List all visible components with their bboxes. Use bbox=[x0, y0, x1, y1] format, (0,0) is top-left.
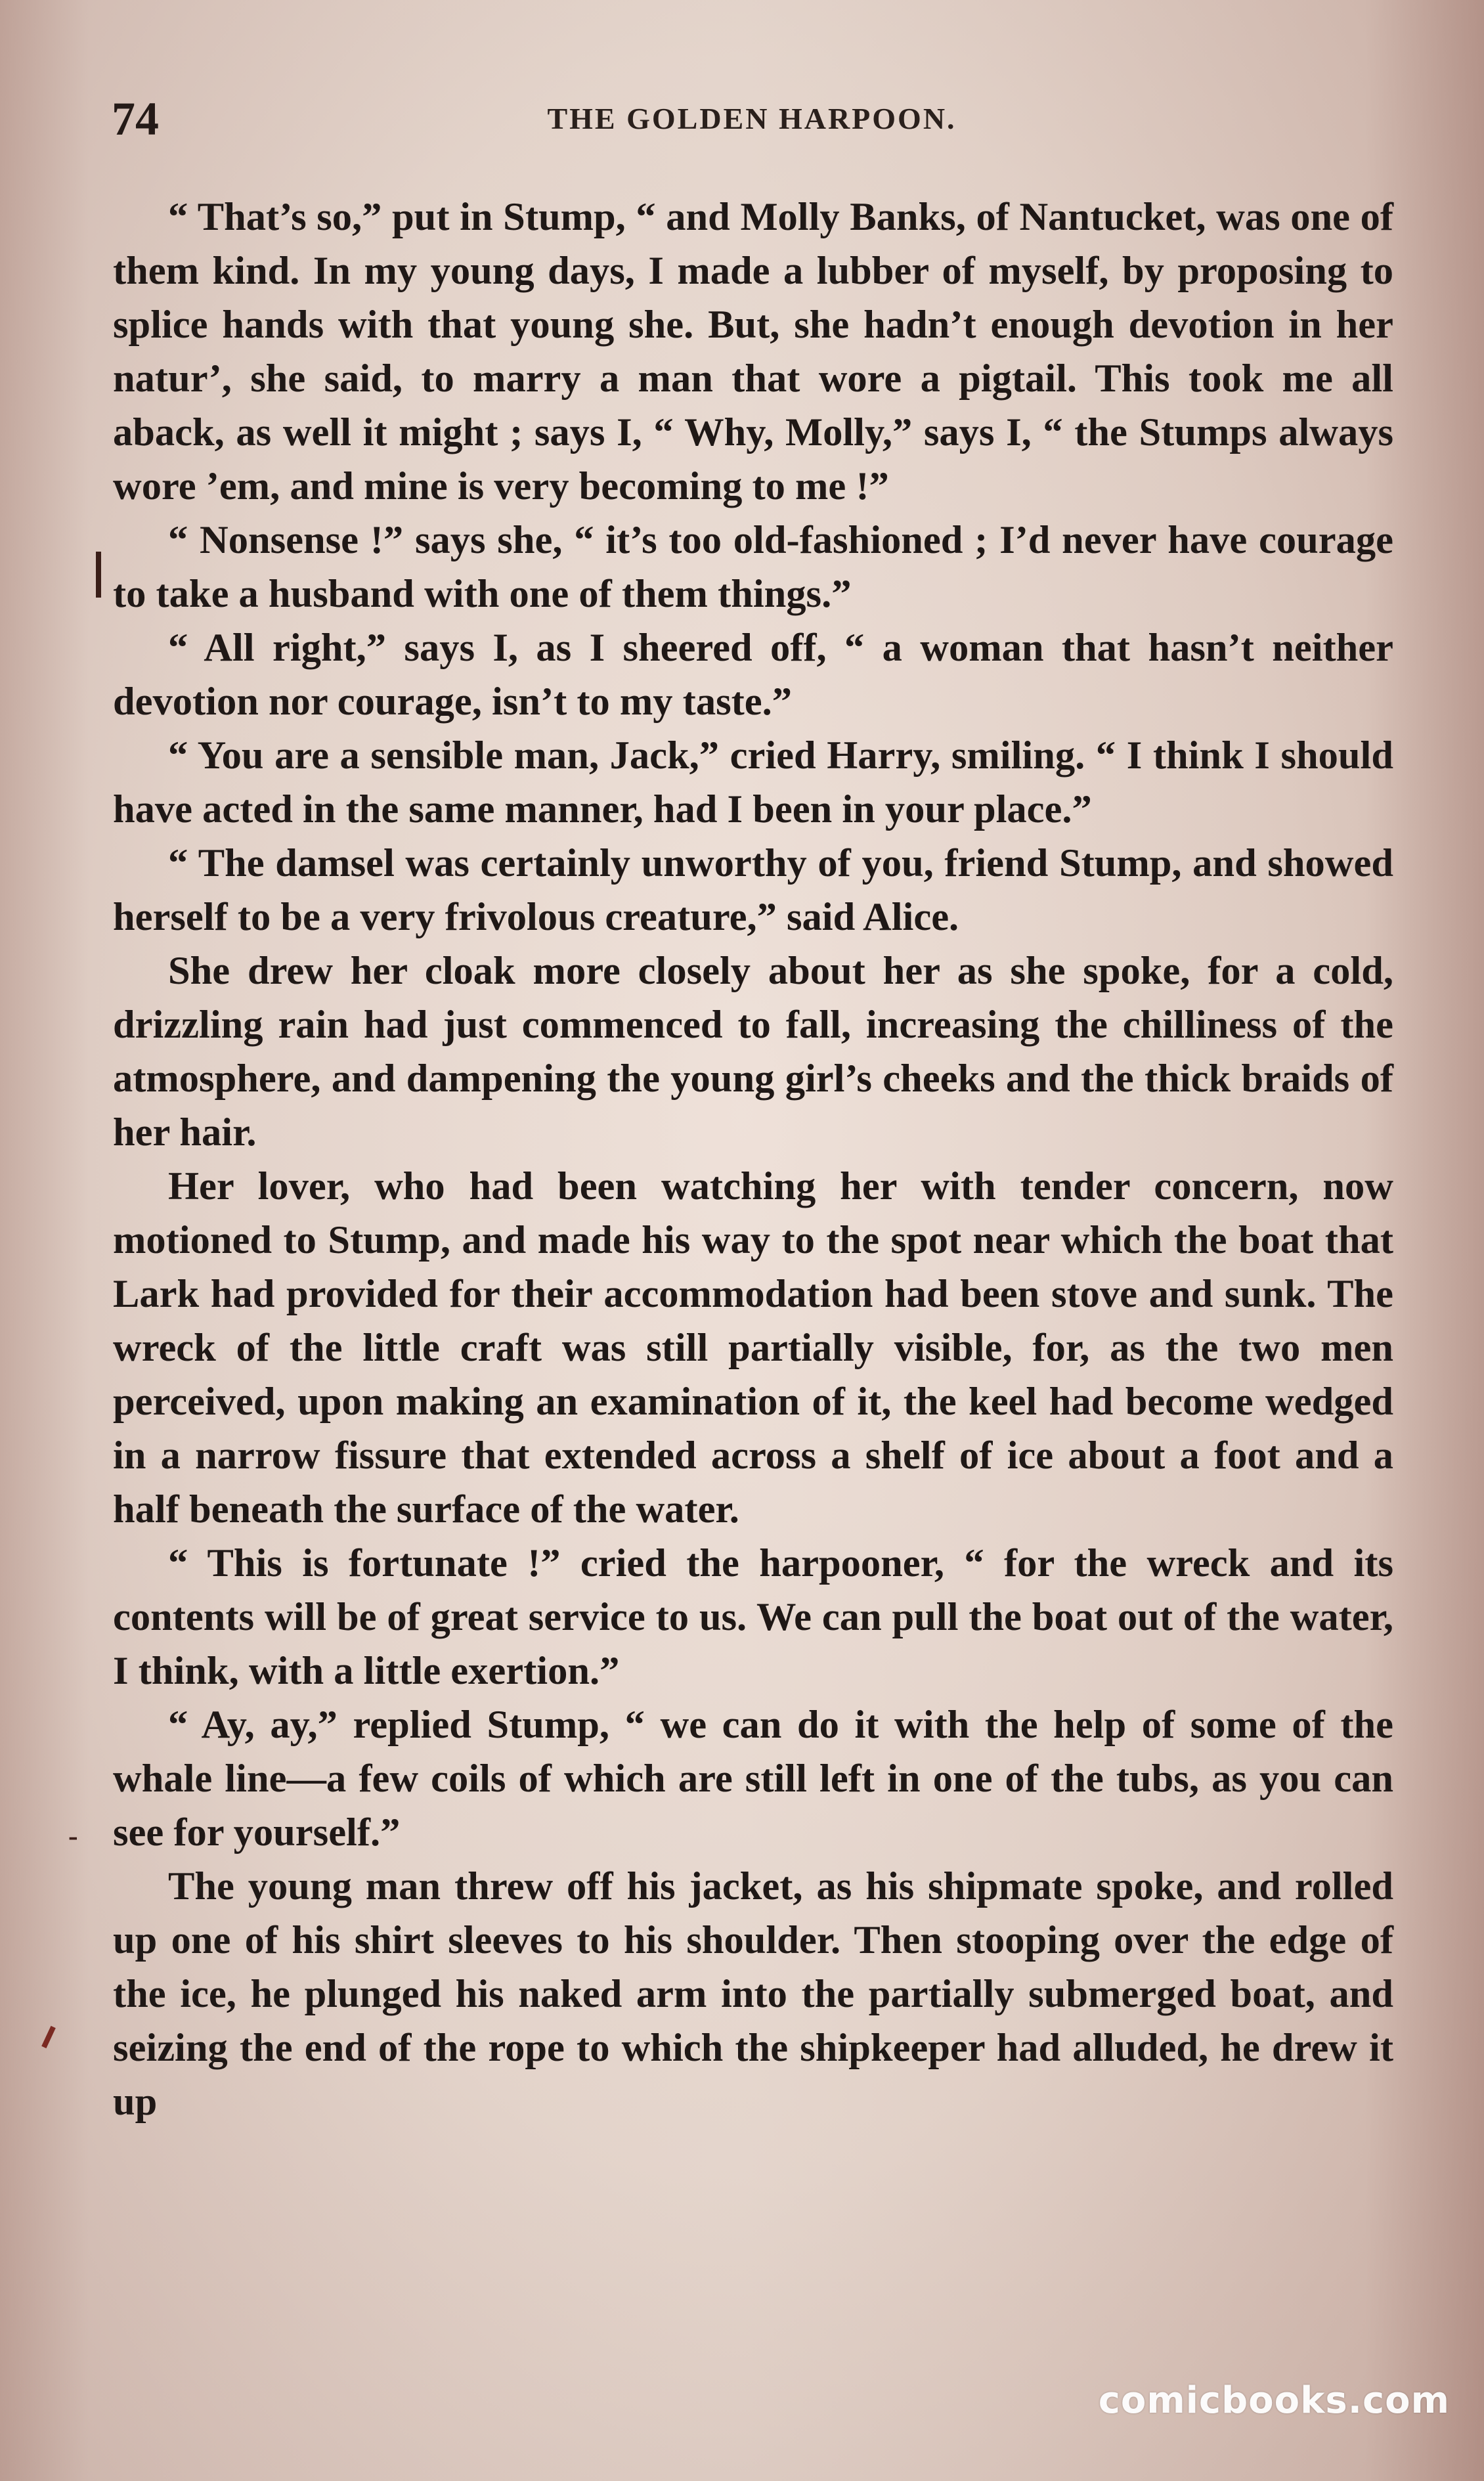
paragraph-1: “ That’s so,” put in Stump, “ and Molly Banks, of Nantucket, was one of them kind. In my young days, I made a lubber of myself, by proposing to splice hands with that young she. But, she hadn’t enough devotion in her natur’, she said, to marry a man that wore a pigtail. This took me all aback, as well it might ; says I, “ Why, Molly,” says I, “ the Stumps always wore ’em, and mine is very becoming to me !” bbox=[113, 195, 1393, 508]
margin-dash-mark: - bbox=[68, 1820, 78, 1852]
watermark: comicbooks.com bbox=[1098, 2379, 1450, 2422]
paragraph-5: “ The damsel was certainly unworthy of you, friend Stump, and showed herself to be a very frivolous creature,” said Alice. bbox=[113, 841, 1393, 939]
paragraph-6: She drew her cloak more closely about her as she spoke, for a cold, drizzling rain had just commenced to fall, increasing the chilliness of the atmosphere, and dampening the young girl’s cheeks and the thick braids of her hair. bbox=[113, 949, 1393, 1154]
body-text bbox=[113, 190, 1393, 2129]
paragraph-3: “ All right,” says I, as I sheered off, “ a woman that hasn’t neither devotion nor courage, isn’t to my taste.” bbox=[113, 626, 1393, 724]
paragraph-4: “ You are a sensible man, Jack,” cried Harry, smiling. “ I think I should have acted in the same manner, had I been in your place.” bbox=[113, 734, 1393, 831]
paragraph-8: “ This is fortunate !” cried the harpooner, “ for the wreck and its contents will be of great service to us. We can pull the boat out of the water, I think, with a little exertion.” bbox=[113, 1541, 1393, 1693]
paragraph-7: Her lover, who had been watching her with tender concern, now motioned to Stump, and made his way to the spot near which the boat that Lark had provided for their accommodation had been stove and sunk. The wreck of the little craft was still partially visible, for, as the two men perceived, upon making an examination of it, the keel had become wedged in a narrow fissure that extended across a shelf of ice about a foot and a half beneath the surface of the water. bbox=[113, 1164, 1393, 1531]
paragraph-2: “ Nonsense !” says she, “ it’s too old-fashioned ; I’d never have courage to take a husband with one of them things.” bbox=[113, 518, 1393, 616]
page-header bbox=[112, 92, 1392, 151]
page-number: 74 bbox=[112, 93, 159, 145]
margin-tick-mark bbox=[41, 2026, 56, 2048]
running-title: THE GOLDEN HARPOON. bbox=[547, 102, 957, 135]
margin-bar-mark bbox=[96, 552, 101, 598]
paragraph-10: The young man threw off his jacket, as his shipmate spoke, and rolled up one of his shirt sleeves to his shoulder. Then stooping over the edge of the ice, he plunged his naked arm into the partially submerged boat, and seizing the end of the rope to which the shipkeeper had alluded, he drew it up bbox=[113, 1864, 1393, 2124]
paragraph-9: “ Ay, ay,” replied Stump, “ we can do it with the help of some of the whale line—a few coils of which are still left in one of the tubs, as you can see for yourself.” bbox=[113, 1703, 1393, 1855]
